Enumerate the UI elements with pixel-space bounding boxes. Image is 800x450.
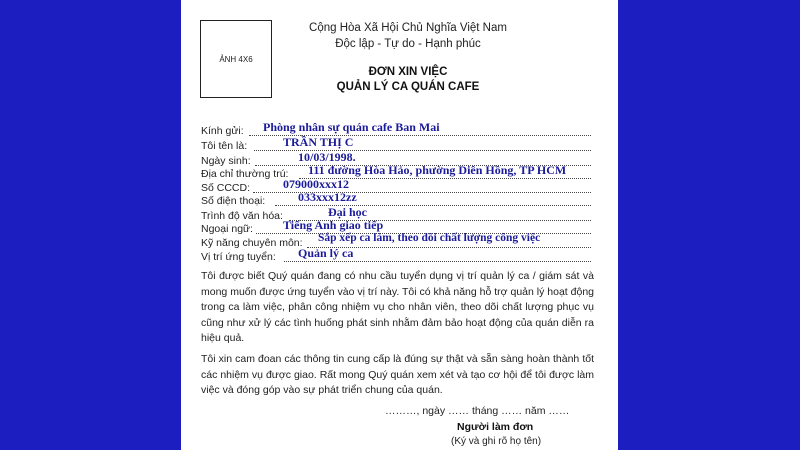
- field-value: TRẦN THỊ C: [283, 135, 354, 149]
- body-paragraph-2: Tôi xin cam đoan các thông tin cung cấp là đúng sự thật và sẵn sàng hoàn thành tốt các nhiệm vụ được giao. Rất mong Quý quán xem xét và tạo cơ hội để tôi được làm việc và đóng góp vào sự phát triển chung của quán.: [201, 353, 594, 396]
- field-label: Số điện thoại:: [201, 195, 266, 207]
- field-position: [201, 246, 581, 265]
- field-full-name: [201, 135, 581, 154]
- document-page: [181, 0, 618, 450]
- field-value: Sắp xếp ca làm, theo dõi chất lượng công việc: [318, 232, 541, 244]
- signer-label: Người làm đơn: [457, 421, 534, 433]
- field-label: Địa chỉ thường trú:: [201, 168, 289, 180]
- field-value: 111 đường Hòa Hảo, phường Diên Hồng, TP HCM: [308, 163, 567, 177]
- date-line: ………, ngày …… tháng …… năm ……: [385, 405, 570, 417]
- field-id-number: [201, 177, 581, 196]
- field-address: [201, 163, 581, 182]
- field-education: [201, 205, 581, 224]
- dotted-line: [284, 261, 591, 262]
- photo-label: ẢNH 4X6: [219, 54, 253, 64]
- field-label: Số CCCD:: [201, 182, 251, 194]
- national-motto-line1: Cộng Hòa Xã Hội Chủ Nghĩa Việt Nam: [309, 22, 507, 34]
- field-value: 033xxx12zz: [298, 190, 357, 204]
- signature-note: (Ký và ghi rõ họ tên): [451, 436, 542, 447]
- field-label: Trình độ văn hóa:: [201, 210, 283, 222]
- body-paragraph-1: Tôi được biết Quý quán đang có nhu cầu tuyển dụng vị trí quản lý ca / giám sát và mong muốn được ứng tuyển vào vị trí này. Tôi có khả năng hỗ trợ quản lý hoạt động trong ca làm việc, phân công nhiệm vụ cho nhân viên, theo dõi chất lượng phục vụ cũng như xử lý các tình huống phát sinh nhằm đảm bảo hoạt động của quán diễn ra hiệu quả.: [201, 270, 594, 344]
- field-label: Kỹ năng chuyên môn:: [201, 237, 303, 249]
- field-label: Ngoại ngữ:: [201, 223, 253, 235]
- national-motto-line2: Độc lập - Tự do - Hạnh phúc: [335, 38, 481, 50]
- document-subtitle: QUẢN LÝ CA QUÁN CAFE: [336, 81, 480, 93]
- field-label: Kính gửi:: [201, 125, 244, 137]
- field-phone: [201, 190, 581, 209]
- field-value: Phòng nhân sự quán cafe Ban Mai: [263, 120, 440, 134]
- field-value: 079000xxx12: [283, 177, 349, 191]
- field-value: Quản lý ca: [298, 246, 354, 260]
- field-value: Tiếng Anh giao tiếp: [283, 218, 384, 232]
- dotted-line: [275, 205, 591, 206]
- field-label: Vị trí ứng tuyển:: [201, 251, 276, 263]
- field-value: Đại học: [328, 205, 367, 219]
- field-skills: [201, 232, 581, 251]
- field-value: 10/03/1998.: [298, 150, 356, 164]
- photo-placeholder: [200, 20, 272, 98]
- field-recipient: [201, 120, 581, 139]
- document-title: ĐƠN XIN VIỆC: [368, 66, 448, 78]
- field-label: Ngày sinh:: [201, 155, 251, 167]
- field-label: Tôi tên là:: [201, 140, 248, 152]
